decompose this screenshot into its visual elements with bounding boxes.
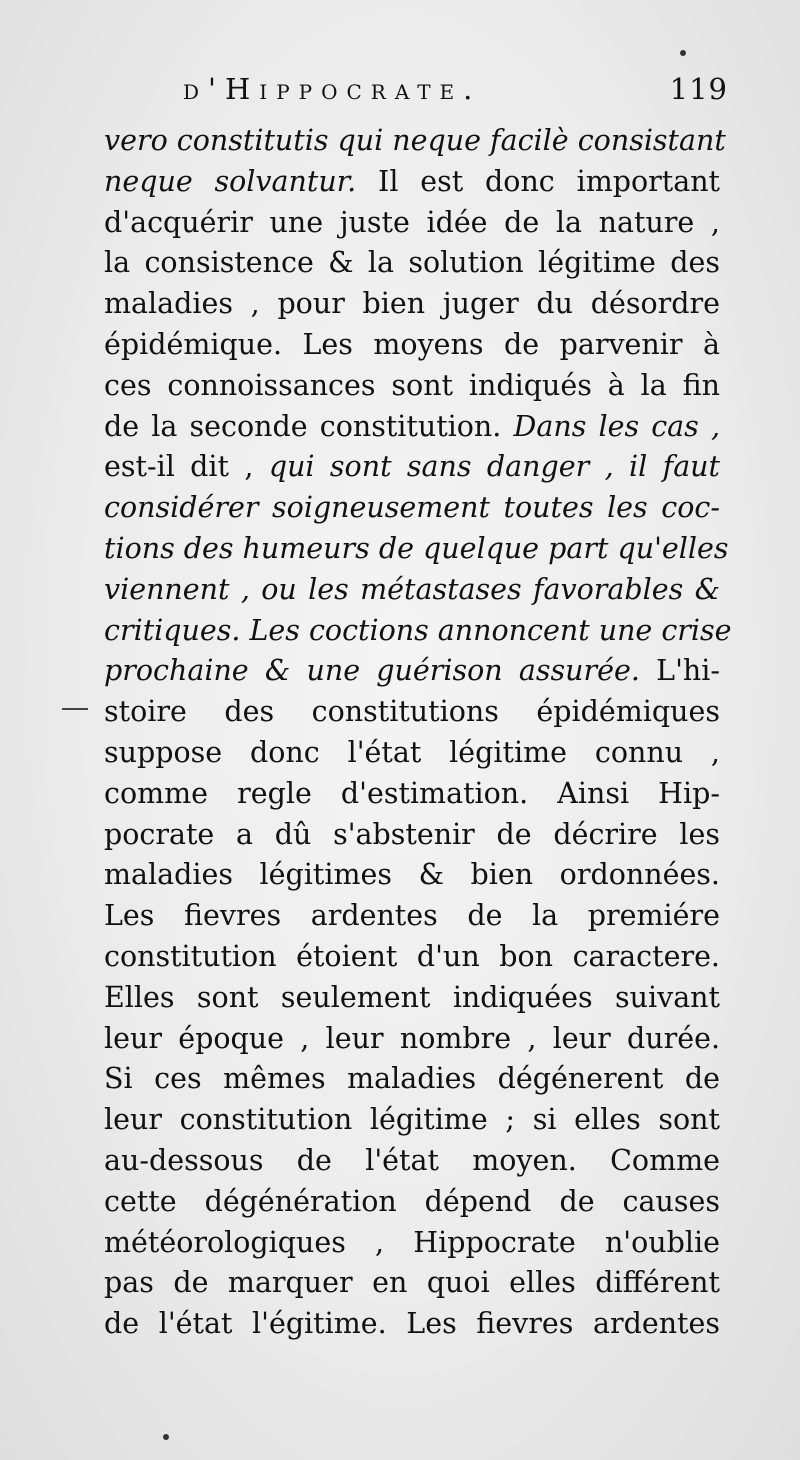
text-line: suppose donc l'état légitime connu ,: [104, 735, 720, 769]
text-line: stoire des constitutions épidémiques: [104, 695, 720, 729]
text-line: prochaine & une guérison assurée. L'hi-: [104, 654, 720, 688]
text-line: leur constitution légitime ; si elles sont: [104, 1103, 720, 1137]
body-text: [104, 121, 732, 1345]
text-line: Les fievres ardentes de la premiére: [104, 899, 720, 933]
text-line: critiques. Les coctions annoncent une crise: [104, 613, 732, 647]
text-line: considérer soigneusement toutes les coc-: [104, 491, 720, 525]
text-line: météorologiques , Hippocrate n'oublie: [104, 1225, 720, 1259]
text-line: comme regle d'estimation. Ainsi Hip-: [104, 776, 720, 810]
text-line: la consistence & la solution légitime des: [104, 246, 720, 280]
text-line: maladies , pour bien juger du désordre: [104, 287, 720, 321]
text-line: pas de marquer en quoi elles différent: [104, 1266, 720, 1300]
text-line: maladies légitimes & bien ordonnées.: [104, 858, 720, 892]
text-line: tions des humeurs de quelque part qu'elles: [104, 531, 729, 565]
running-header: [183, 72, 728, 112]
text-line: vero constitutis qui neque facilè consistant: [104, 124, 726, 157]
text-line: de la seconde constitution. Dans les cas ,: [104, 409, 721, 443]
text-line: pocrate a dû s'abstenir de décrire les: [104, 817, 720, 851]
text-line: de l'état l'égitime. Les fievres ardentes: [104, 1307, 720, 1341]
text-line: au-dessous de l'état moyen. Comme: [104, 1143, 720, 1177]
ink-speck: [163, 1434, 169, 1440]
running-title: d'Hippocrate.: [183, 72, 482, 106]
text-line: constitution étoient d'un bon caractere.: [104, 939, 720, 973]
text-line: ces connoissances sont indiqués à la fin: [104, 368, 720, 402]
text-line: Si ces mêmes maladies dégénerent de: [104, 1062, 720, 1096]
margin-mark: [62, 708, 88, 710]
text-line: neque solvantur. Il est donc important: [104, 164, 721, 198]
text-line: leur époque , leur nombre , leur durée.: [104, 1021, 720, 1055]
text-line: cette dégénération dépend de causes: [104, 1184, 720, 1218]
text-line: Elles sont seulement indiquées suivant: [104, 980, 720, 1014]
ink-speck: [680, 50, 686, 56]
text-line: épidémique. Les moyens de parvenir à: [104, 327, 720, 361]
text-line: d'acquérir une juste idée de la nature ,: [104, 205, 720, 239]
page-number: 119: [669, 72, 728, 106]
text-line: viennent , ou les métastases favorables &: [104, 572, 720, 606]
text-line: est-il dit , qui sont sans danger , il faut: [104, 450, 720, 484]
